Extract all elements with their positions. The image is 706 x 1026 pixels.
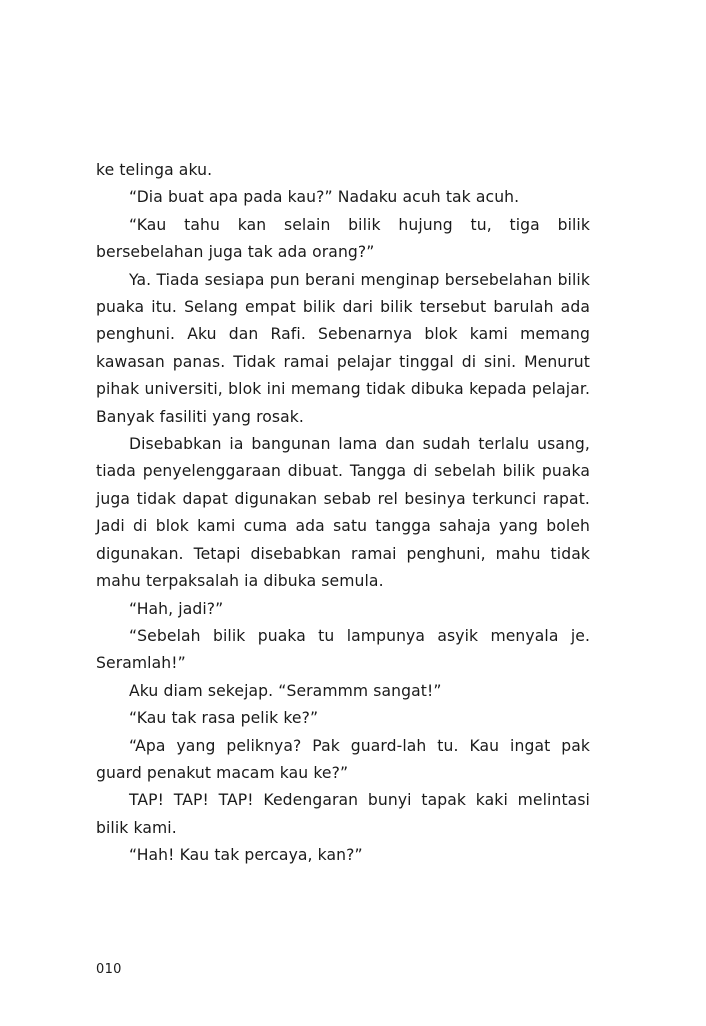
paragraph: ke telinga aku. [96,161,213,179]
paragraph: “Kau tak rasa pelik ke?” [129,709,319,728]
paragraph: “Dia buat apa pada kau?” Nadaku acuh tak acuh. [129,188,520,207]
paragraph: Disebabkan ia bangunan lama dan sudah terlalu usang, tiada penyelenggaraan dibuat. Tangga di sebelah bilik puaka juga tidak dapat digunakan sebab rel besinya terkunci rapat. Jadi di blok kami cuma ada satu tangga sahaja yang boleh digunakan. Tetapi disebabkan ramai penghuni, mahu tidak mahu terpaksalah ia dibuka semula. [96,435,590,591]
paragraph: TAP! TAP! TAP! Kedengaran bunyi tapak kaki melintasi bilik kami. [96,791,590,837]
paragraph: Aku diam sekejap. “Serammm sangat!” [129,681,442,700]
paragraph: “Kau tahu kan selain bilik hujung tu, tiga bilik bersebelahan juga tak ada orang?” [96,215,590,262]
paragraph: Ya. Tiada sesiapa pun berani menginap bersebelahan bilik puaka itu. Selang empat bilik dari bilik tersebut barulah ada penghuni. Aku dan Rafi. Sebenarnya blok kami memang kawasan panas. Tidak ramai pelajar tinggal di sini. Menurut pihak universiti, blok ini memang tidak dibuka kepada pelajar. Banyak fasiliti yang rosak. [96,270,590,426]
paragraph: “Sebelah bilik puaka tu lampunya asyik menyala je. Seramlah!” [96,626,590,673]
page-number: 010 [96,962,122,977]
paragraph: “Apa yang peliknya? Pak guard-lah tu. Kau ingat pak guard penakut macam kau ke?” [96,736,590,782]
paragraph: “Hah! Kau tak percaya, kan?” [129,846,363,865]
body-text [96,157,590,870]
paragraph: “Hah, jadi?” [129,599,224,618]
